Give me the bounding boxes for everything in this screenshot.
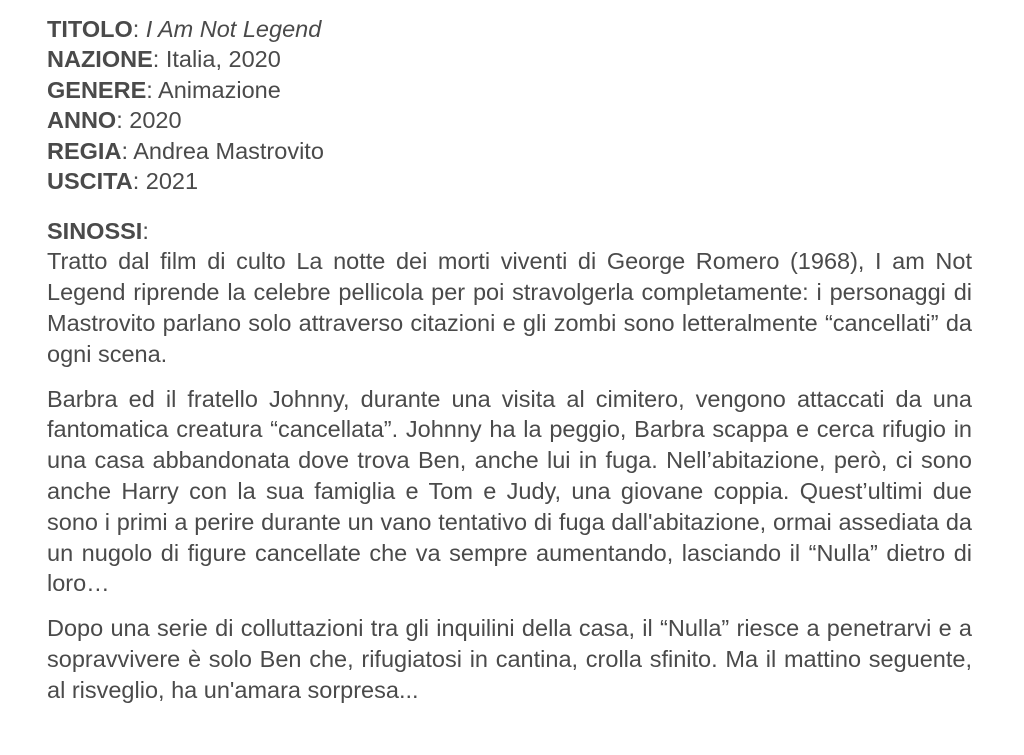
- meta-value-anno: 2020: [129, 107, 182, 134]
- synopsis-paragraph-2: Barbra ed il fratello Johnny, durante una visita al cimitero, vengono attaccati da una fantomatica creatura “cancellata”. Johnny ha la peggio, Barbra scappa e cerca rifugio in una casa abbandonata dove trova Ben, anche lui in fuga. Nell’abitazione, però, ci sono anche Harry con la sua famiglia e Tom e Judy, una giovane coppia. Quest’ultimi due sono i primi a perire durante un vano tentativo di fuga dall'abitazione, ormai assediata da un nugolo di figure cancellate che va sempre aumentando, lasciando il “Nulla” dietro di loro…: [47, 385, 972, 597]
- synopsis-body: [47, 246, 972, 705]
- meta-row-nazione: NAZIONE: Italia, 2020: [47, 46, 281, 73]
- meta-key-genere: GENERE: [47, 76, 147, 103]
- meta-key-anno: ANNO: [47, 107, 117, 134]
- meta-value-regia: Andrea Mastrovito: [133, 137, 324, 164]
- meta-key-nazione: NAZIONE: [47, 46, 153, 73]
- meta-row-genere: GENERE: Animazione: [47, 76, 281, 103]
- film-info-document: [47, 14, 972, 706]
- meta-key-titolo: TITOLO: [47, 16, 133, 42]
- synopsis-heading-label: SINOSSI: [47, 218, 143, 245]
- meta-row-uscita: USCITA: 2021: [47, 168, 199, 195]
- meta-row-titolo: TITOLO: I Am Not Legend: [47, 16, 322, 42]
- meta-row-anno: ANNO: 2020: [47, 107, 182, 134]
- meta-list: [47, 14, 972, 196]
- meta-key-uscita: USCITA: [47, 168, 133, 195]
- meta-value-nazione: Italia, 2020: [165, 46, 281, 73]
- synopsis-paragraph-1: Tratto dal film di culto La notte dei morti viventi di George Romero (1968), I am Not Legend riprende la celebre pellicola per poi stravolgerla completamente: i personaggi di Mastrovito parlano solo attraverso citazioni e gli zombi sono letteralmente “cancellati” da ogni scena.: [47, 248, 972, 367]
- meta-value-titolo: I Am Not Legend: [145, 16, 322, 42]
- meta-value-uscita: 2021: [145, 168, 199, 195]
- meta-key-regia: REGIA: [47, 137, 122, 164]
- meta-value-genere: Animazione: [158, 76, 281, 103]
- synopsis-heading: SINOSSI:: [47, 218, 149, 245]
- synopsis-paragraph-3: Dopo una serie di colluttazioni tra gli inquilini della casa, il “Nulla” riesce a penetrarvi e a sopravvivere è solo Ben che, rifugiatosi in cantina, crolla sfinito. Ma il mattino seguente, al risveglio, ha un'amara sorpresa...: [47, 615, 972, 703]
- meta-row-regia: REGIA: Andrea Mastrovito: [47, 137, 324, 164]
